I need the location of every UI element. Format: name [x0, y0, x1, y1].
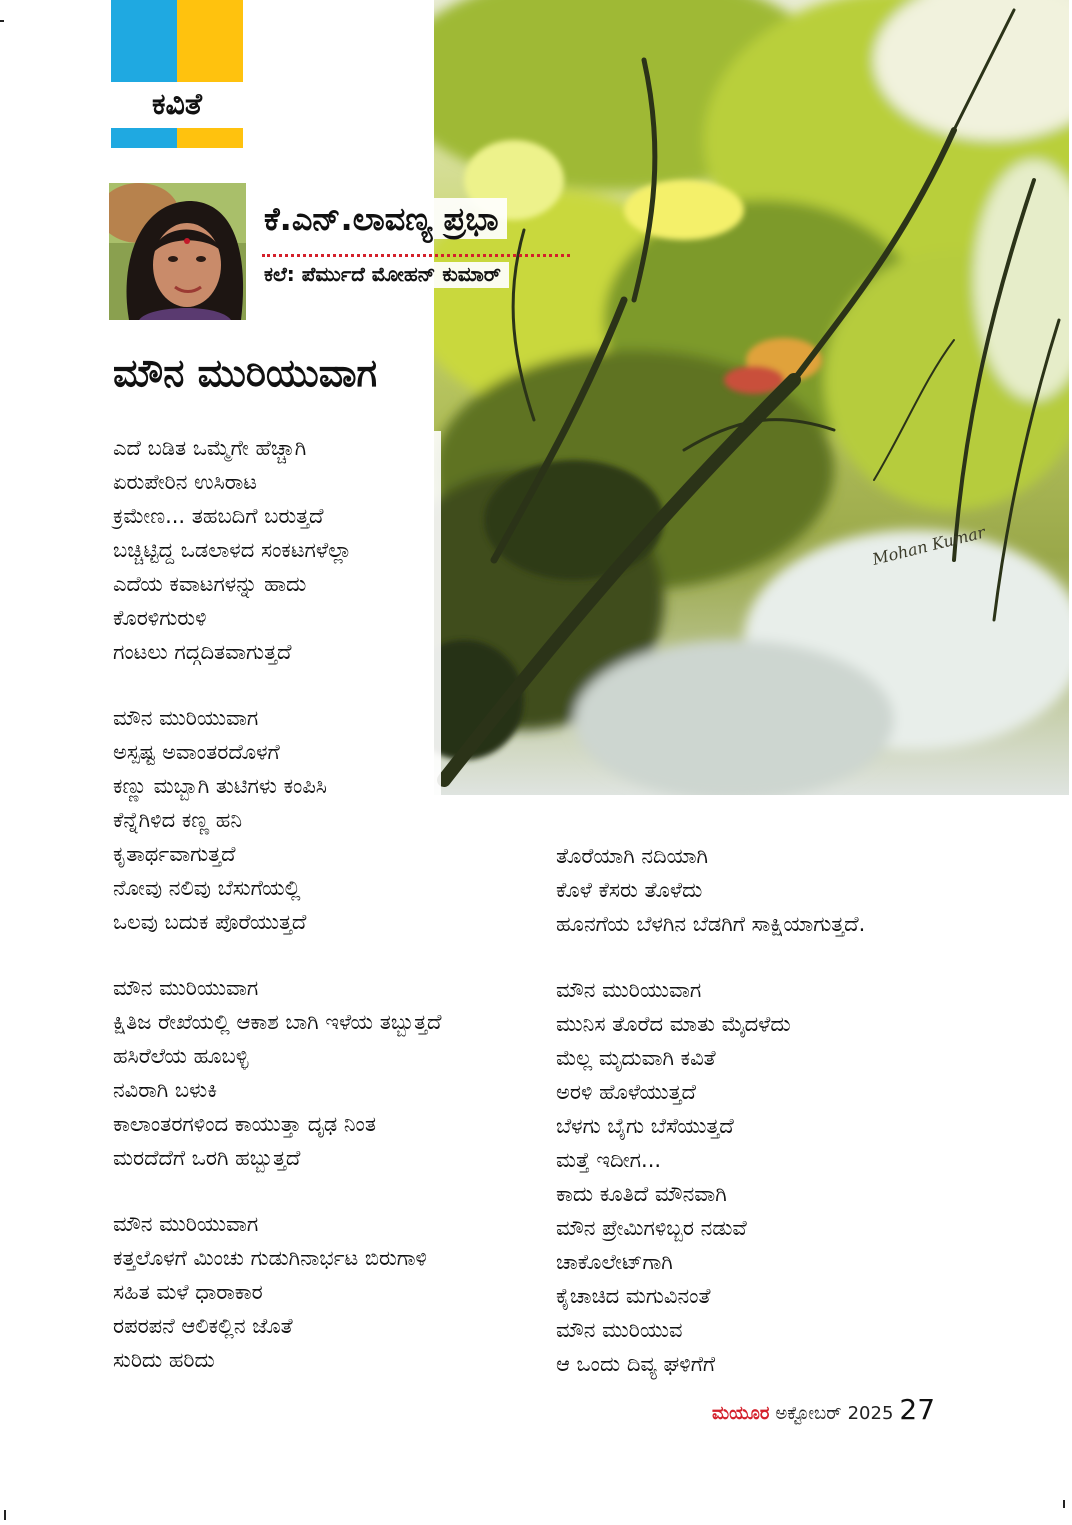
- poem-line: ಅಸ್ಪಷ್ಟ ಅವಾಂತರದೊಳಗೆ: [113, 740, 280, 764]
- stanza-break: [113, 939, 441, 971]
- page-footer: [712, 1392, 935, 1428]
- poem-line: ಅರಳಿ ಹೊಳೆಯುತ್ತದೆ: [556, 1080, 696, 1104]
- poem-line: ಸಹಿತ ಮಳೆ ಧಾರಾಕಾರ: [113, 1280, 263, 1304]
- poem-line: ಮೌನ ಮುರಿಯುವಾಗ: [556, 978, 702, 1002]
- stanza-break: [113, 669, 441, 701]
- poem-line: ರಪರಪನೆ ಆಲಿಕಲ್ಲಿನ ಜೊತೆ: [113, 1314, 293, 1338]
- crop-mark: [0, 20, 4, 22]
- poem-column-left: [113, 431, 441, 1377]
- poem-line: ಮೆಲ್ಲ ಮೃದುವಾಗಿ ಕವಿತೆ: [556, 1046, 716, 1070]
- tag-blue-block: [111, 0, 177, 82]
- poem-line: ಬೆಳಗು ಬೈಗು ಬೆಸೆಯುತ್ತದೆ: [556, 1114, 734, 1138]
- poem-line: ಕಾದು ಕೂತಿದೆ ಮೌನವಾಗಿ: [556, 1182, 727, 1206]
- issue-year: 2025: [847, 1403, 894, 1424]
- crop-mark: [4, 1510, 6, 1520]
- poem-line: ಕೃತಾರ್ಥವಾಗುತ್ತದೆ: [113, 842, 236, 866]
- page-number: 27: [899, 1393, 936, 1426]
- tag-yellow-bar: [177, 128, 243, 148]
- poem-line: ಚಾಕೊಲೇಟ್‌ಗಾಗಿ: [556, 1250, 673, 1274]
- poem-line: ಮರದೆದೆಗೆ ಒರಗಿ ಹಬ್ಬುತ್ತದೆ: [113, 1146, 301, 1170]
- author-name: ಕೆ.ಎನ್.ಲಾವಣ್ಯ ಪ್ರಭಾ: [262, 198, 507, 239]
- poem-line: ಕೈಚಾಚಿದ ಮಗುವಿನಂತೆ: [556, 1284, 711, 1308]
- watercolor-painting: [434, 0, 1069, 795]
- painting-signature: Mohan Kumar: [870, 522, 988, 569]
- poem-line: ಸುರಿದು ಹರಿದು: [113, 1348, 215, 1372]
- section-tag-label: ಕವಿತೆ: [152, 87, 202, 122]
- poem-line: ಎದೆಯ ಕವಾಟಗಳನ್ನು ಹಾದು: [113, 572, 307, 596]
- poem-line: ಎದೆ ಬಡಿತ ಒಮ್ಮೆಗೇ ಹೆಚ್ಚಾಗಿ: [113, 436, 307, 460]
- poem-line: ಹೂನಗೆಯ ಬೆಳಗಿನ ಬೆಡಗಿಗೆ ಸಾಕ್ಷಿಯಾಗುತ್ತದೆ.: [556, 912, 866, 936]
- poem-line: ಮೌನ ಮುರಿಯುವಾಗ: [113, 1212, 259, 1236]
- stanza-break: [556, 941, 865, 973]
- author-photo: [109, 183, 246, 320]
- issue-month: ಅಕ್ಟೋಬರ್: [775, 1403, 842, 1424]
- poem-line: ಕೊಳೆ ಕೆಸರು ತೊಳೆದು: [556, 878, 703, 902]
- poem-line: ಒಲವು ಬದುಕ ಪೊರೆಯುತ್ತದೆ: [113, 910, 307, 934]
- stanza-break: [113, 1175, 441, 1207]
- poem-line: ಮತ್ತೆ ಇದೀಗ...: [556, 1148, 662, 1172]
- poem-line: ಹಸಿರೆಲೆಯ ಹೂಬಳ್ಳಿ: [113, 1044, 249, 1068]
- poem-line: ಕಾಲಾಂತರಗಳಿಂದ ಕಾಯುತ್ತಾ ದೃಢ ನಿಂತ: [113, 1112, 376, 1136]
- poem-line: ಬಚ್ಚಿಟ್ಟಿದ್ದ ಒಡಲಾಳದ ಸಂಕಟಗಳೆಲ್ಲಾ: [113, 538, 352, 562]
- poem-line: ಮುನಿಸ ತೊರೆದ ಮಾತು ಮೈದಳೆದು: [556, 1012, 791, 1036]
- artist-credit: ಕಲೆ: ಪೆರ್ಮುದೆ ಮೋಹನ್ ಕುಮಾರ್: [262, 262, 509, 288]
- poem-line: ಆ ಒಂದು ದಿವ್ಯ ಘಳಿಗೆಗೆ: [556, 1352, 716, 1376]
- poem-line: ನೋವು ನಲಿವು ಬೆಸುಗೆಯಲ್ಲಿ: [113, 876, 301, 900]
- tag-blue-bar: [111, 128, 177, 148]
- crop-mark: [1063, 1500, 1065, 1508]
- poem-line: ಮೌನ ಮುರಿಯುವಾಗ: [113, 706, 259, 730]
- magazine-name: ಮಯೂರ: [712, 1403, 770, 1424]
- poem-line: ಮೌನ ಪ್ರೇಮಿಗಳಿಬ್ಬರ ನಡುವೆ: [556, 1216, 747, 1240]
- tag-yellow-block: [177, 0, 243, 82]
- poem-line: ನವಿರಾಗಿ ಬಳುಕಿ: [113, 1078, 218, 1102]
- dotted-divider: [262, 254, 570, 257]
- poem-line: ಮೌನ ಮುರಿಯುವ: [556, 1318, 683, 1342]
- poem-line: ಏರುಪೇರಿನ ಉಸಿರಾಟ: [113, 470, 257, 494]
- poem-line: ಕತ್ತಲೊಳಗೆ ಮಿಂಚು ಗುಡುಗಿನಾರ್ಭಟ ಬಿರುಗಾಳಿ: [113, 1246, 427, 1270]
- poem-line: ಕೊರಳಿಗುರುಳಿ: [113, 606, 207, 630]
- poem-line: ಕಣ್ಣು ಮಬ್ಬಾಗಿ ತುಟಿಗಳು ಕಂಪಿಸಿ: [113, 774, 327, 798]
- poem-line: ಮೌನ ಮುರಿಯುವಾಗ: [113, 976, 259, 1000]
- poem-line: ಕ್ರಮೇಣ... ತಹಬದಿಗೆ ಬರುತ್ತದೆ: [113, 504, 324, 528]
- poem-column-right: [556, 839, 865, 1381]
- poem-line: ಕೆನ್ನೆಗಿಳಿದ ಕಣ್ಣ ಹನಿ: [113, 808, 243, 832]
- section-tag: [111, 0, 243, 150]
- poem-line: ಕ್ಷಿತಿಜ ರೇಖೆಯಲ್ಲಿ ಆಕಾಶ ಬಾಗಿ ಇಳೆಯ ತಬ್ಬುತ್ತದೆ: [113, 1010, 442, 1034]
- poem-line: ತೊರೆಯಾಗಿ ನದಿಯಾಗಿ: [556, 844, 709, 868]
- poem-line: ಗಂಟಲು ಗದ್ಗದಿತವಾಗುತ್ತದೆ: [113, 640, 292, 664]
- poem-title: ಮೌನ ಮುರಿಯುವಾಗ: [105, 344, 399, 402]
